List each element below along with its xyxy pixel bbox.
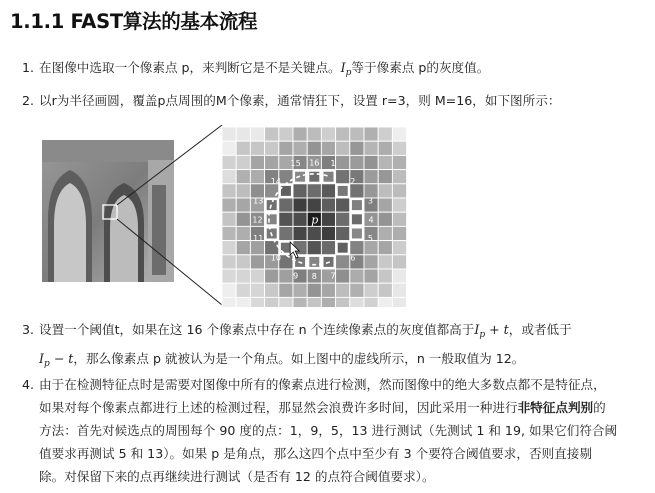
- grid-pixel: [378, 297, 392, 307]
- list-number: 2.: [22, 93, 35, 108]
- grid-pixel: [378, 127, 392, 141]
- grid-pixel: [336, 241, 350, 255]
- grid-pixel: [250, 255, 264, 269]
- grid-pixel: [364, 170, 378, 184]
- grid-pixel: [378, 155, 392, 169]
- grid-pixel: [222, 184, 236, 198]
- circle-number-label: 3: [367, 196, 373, 206]
- circle-number-label: 15: [290, 159, 301, 169]
- grid-pixel: [222, 226, 236, 240]
- grid-pixel: [236, 269, 250, 283]
- grid-pixel: [378, 198, 392, 212]
- item-text-bold: 非特征点判别: [517, 400, 594, 415]
- grid-pixel: [222, 170, 236, 184]
- grid-pixel: [222, 198, 236, 212]
- grid-pixel: [336, 198, 350, 212]
- grid-pixel: [265, 184, 279, 198]
- math-ip-plus-t: $I_p + t$: [474, 322, 509, 340]
- circle-number-label: 2: [350, 176, 356, 186]
- item-text: 由于在检测特征点时是需要对图像中所有的像素点进行检测，然而图像中的绝大多数点都不是特征点，: [39, 377, 606, 392]
- grid-pixel: [350, 127, 364, 141]
- grid-pixel: [279, 226, 293, 240]
- list-number: 1.: [22, 60, 35, 75]
- grid-pixel: [321, 127, 335, 141]
- grid-pixel: [378, 283, 392, 297]
- grid-pixel: [279, 212, 293, 226]
- grid-pixel: [250, 269, 264, 283]
- grid-pixel: [265, 269, 279, 283]
- grid-pixel: [222, 155, 236, 169]
- grid-pixel: [364, 155, 378, 169]
- grid-pixel: [378, 141, 392, 155]
- grid-pixel: [321, 141, 335, 155]
- grid-pixel: [336, 212, 350, 226]
- grid-pixel: [350, 198, 364, 212]
- grid-pixel: [250, 170, 264, 184]
- grid-pixel: [265, 141, 279, 155]
- grid-pixel: [279, 269, 293, 283]
- circle-number-label: 9: [293, 271, 299, 281]
- center-pixel-label: p: [311, 213, 319, 227]
- grid-pixel: [250, 155, 264, 169]
- math-ip: $I_p$: [340, 60, 352, 78]
- grid-pixel: [378, 226, 392, 240]
- grid-pixel: [336, 127, 350, 141]
- grid-pixel: [222, 269, 236, 283]
- list-item-3: [22, 318, 572, 376]
- grid-pixel: [378, 241, 392, 255]
- grid-pixel: [321, 212, 335, 226]
- grid-pixel: [350, 269, 364, 283]
- grid-pixel: [307, 141, 321, 155]
- grid-pixel: [236, 212, 250, 226]
- circle-number-label: 6: [350, 253, 356, 263]
- grid-pixel: [279, 198, 293, 212]
- grid-pixel: [279, 141, 293, 155]
- grid-pixel: [350, 141, 364, 155]
- list-item-4: [22, 373, 648, 488]
- grid-pixel: [293, 184, 307, 198]
- grid-pixel: [350, 212, 364, 226]
- grid-pixel: [364, 127, 378, 141]
- grid-pixel: [378, 184, 392, 198]
- fast-diagram: [40, 125, 580, 307]
- grid-pixel: [378, 255, 392, 269]
- grid-pixel: [321, 184, 335, 198]
- grid-pixel: [392, 283, 406, 297]
- grid-pixel: [307, 283, 321, 297]
- grid-pixel: [392, 155, 406, 169]
- grid-pixel: [392, 226, 406, 240]
- grid-pixel: [321, 170, 335, 184]
- grid-pixel: [350, 184, 364, 198]
- grid-pixel: [293, 141, 307, 155]
- grid-pixel: [279, 184, 293, 198]
- grid-pixel: [236, 241, 250, 255]
- item-text: 如果对每个像素点都进行上述的检测过程，那显然会浪费许多时间，因此采用一种进行: [39, 400, 518, 415]
- grid-pixel: [392, 198, 406, 212]
- grid-pixel: [350, 155, 364, 169]
- circle-number-label: 7: [330, 271, 336, 281]
- grid-pixel: [350, 297, 364, 307]
- circle-number-label: 16: [309, 158, 320, 168]
- grid-pixel: [336, 283, 350, 297]
- grid-pixel: [364, 141, 378, 155]
- grid-pixel: [307, 198, 321, 212]
- grid-pixel: [336, 170, 350, 184]
- grid-pixel: [236, 255, 250, 269]
- fast-corner-figure: [40, 125, 580, 307]
- circle-number-label: 10: [270, 253, 281, 263]
- item-text: 等于像素点 p的灰度值。: [351, 60, 490, 75]
- grid-pixel: [265, 127, 279, 141]
- grid-pixel: [222, 241, 236, 255]
- grid-pixel: [336, 226, 350, 240]
- grid-pixel: [293, 297, 307, 307]
- circle-number-label: 11: [253, 233, 264, 243]
- circle-number-label: 14: [270, 176, 281, 186]
- grid-pixel: [364, 269, 378, 283]
- grid-pixel: [350, 226, 364, 240]
- grid-pixel: [265, 283, 279, 297]
- item-text: ，那么像素点 p 就被认为是一个角点。如上图中的虚线所示，n 一般取值为 12。: [73, 351, 525, 366]
- grid-pixel: [236, 184, 250, 198]
- circle-number-label: 1: [330, 159, 336, 169]
- grid-pixel: [222, 141, 236, 155]
- circle-number-label: 13: [253, 196, 264, 206]
- grid-pixel: [336, 255, 350, 269]
- circle-number-label: 8: [311, 272, 317, 282]
- grid-pixel: [321, 241, 335, 255]
- grid-pixel: [392, 141, 406, 155]
- grid-pixel: [293, 127, 307, 141]
- list-item-2: [22, 89, 560, 112]
- grid-pixel: [236, 127, 250, 141]
- grid-pixel: [336, 269, 350, 283]
- grid-pixel: [321, 297, 335, 307]
- list-number: 3.: [22, 322, 35, 337]
- grid-pixel: [321, 283, 335, 297]
- grid-pixel: [350, 241, 364, 255]
- grid-pixel: [265, 241, 279, 255]
- grid-pixel: [350, 283, 364, 297]
- grid-pixel: [307, 255, 321, 269]
- grid-pixel: [279, 283, 293, 297]
- grid-pixel: [321, 198, 335, 212]
- grid-pixel: [321, 226, 335, 240]
- circle-number-label: 5: [367, 233, 373, 243]
- grid-pixel: [307, 241, 321, 255]
- grid-pixel: [222, 283, 236, 297]
- grid-pixel: [307, 184, 321, 198]
- grid-pixel: [293, 212, 307, 226]
- math-ip-minus-t: $I_p - t$: [39, 351, 74, 369]
- grid-pixel: [293, 226, 307, 240]
- item-text: 的: [593, 400, 606, 415]
- item-text: 方法：首先对候选点的周围每个 90 度的点：1，9，5，13 进行测试（先测试 1 和 19, 如果它们符合阈: [39, 423, 618, 438]
- grid-pixel: [250, 283, 264, 297]
- item-text: 设置一个阈值t，如果在这 16 个像素点中存在 n 个连续像素点的灰度值都高于: [39, 322, 475, 337]
- grid-pixel: [392, 184, 406, 198]
- list-number: 4.: [22, 377, 35, 392]
- grid-pixel: [236, 170, 250, 184]
- grid-pixel: [392, 170, 406, 184]
- item-text: 在图像中选取一个像素点 p，来判断它是不是关键点。: [39, 60, 341, 75]
- grid-pixel: [222, 127, 236, 141]
- grid-pixel: [336, 297, 350, 307]
- grid-pixel: [392, 297, 406, 307]
- grid-pixel: [392, 212, 406, 226]
- grid-pixel: [307, 170, 321, 184]
- grid-pixel: [336, 155, 350, 169]
- grid-pixel: [392, 241, 406, 255]
- list-item-1: [22, 56, 489, 85]
- grid-pixel: [336, 141, 350, 155]
- grid-pixel: [307, 297, 321, 307]
- grid-pixel: [250, 127, 264, 141]
- grid-pixel: [378, 170, 392, 184]
- grid-pixel: [265, 297, 279, 307]
- item-text: 值要求再测试 5 和 13）。如果 p 是角点，那么这四个点中至少有 3 个要符合阈值要求，否则直接剔: [39, 446, 592, 461]
- grid-pixel: [250, 141, 264, 155]
- grid-pixel: [236, 283, 250, 297]
- grid-pixel: [222, 212, 236, 226]
- grid-pixel: [265, 212, 279, 226]
- grid-pixel: [392, 127, 406, 141]
- grid-pixel: [364, 297, 378, 307]
- grid-pixel: [222, 297, 236, 307]
- item-text: 除。对保留下来的点再继续进行测试（是否有 12 的点符合阈值要求）。: [39, 469, 435, 484]
- item-text: 以r为半径画圆，覆盖p点周围的M个像素，通常情狂下，设置 r=3，则 M=16，如下图所示：: [39, 93, 561, 108]
- grid-pixel: [250, 297, 264, 307]
- grid-pixel: [378, 212, 392, 226]
- grid-pixel: [307, 226, 321, 240]
- grid-pixel: [378, 269, 392, 283]
- circle-number-label: 4: [368, 215, 374, 225]
- circle-number-label: 12: [252, 215, 263, 225]
- grid-pixel: [279, 297, 293, 307]
- grid-pixel: [236, 141, 250, 155]
- source-photo: [42, 140, 174, 282]
- grid-pixel: [279, 127, 293, 141]
- grid-pixel: [364, 255, 378, 269]
- grid-pixel: [236, 226, 250, 240]
- grid-pixel: [293, 198, 307, 212]
- item-text: ，或者低于: [508, 322, 572, 337]
- grid-pixel: [336, 184, 350, 198]
- grid-pixel: [392, 269, 406, 283]
- grid-pixel: [265, 155, 279, 169]
- grid-pixel: [236, 198, 250, 212]
- grid-pixel: [392, 255, 406, 269]
- grid-pixel: [293, 283, 307, 297]
- grid-pixel: [236, 297, 250, 307]
- grid-pixel: [236, 155, 250, 169]
- grid-pixel: [222, 255, 236, 269]
- grid-pixel: [307, 127, 321, 141]
- grid-pixel: [364, 283, 378, 297]
- section-heading: 1.1.1 FAST算法的基本流程: [10, 10, 258, 33]
